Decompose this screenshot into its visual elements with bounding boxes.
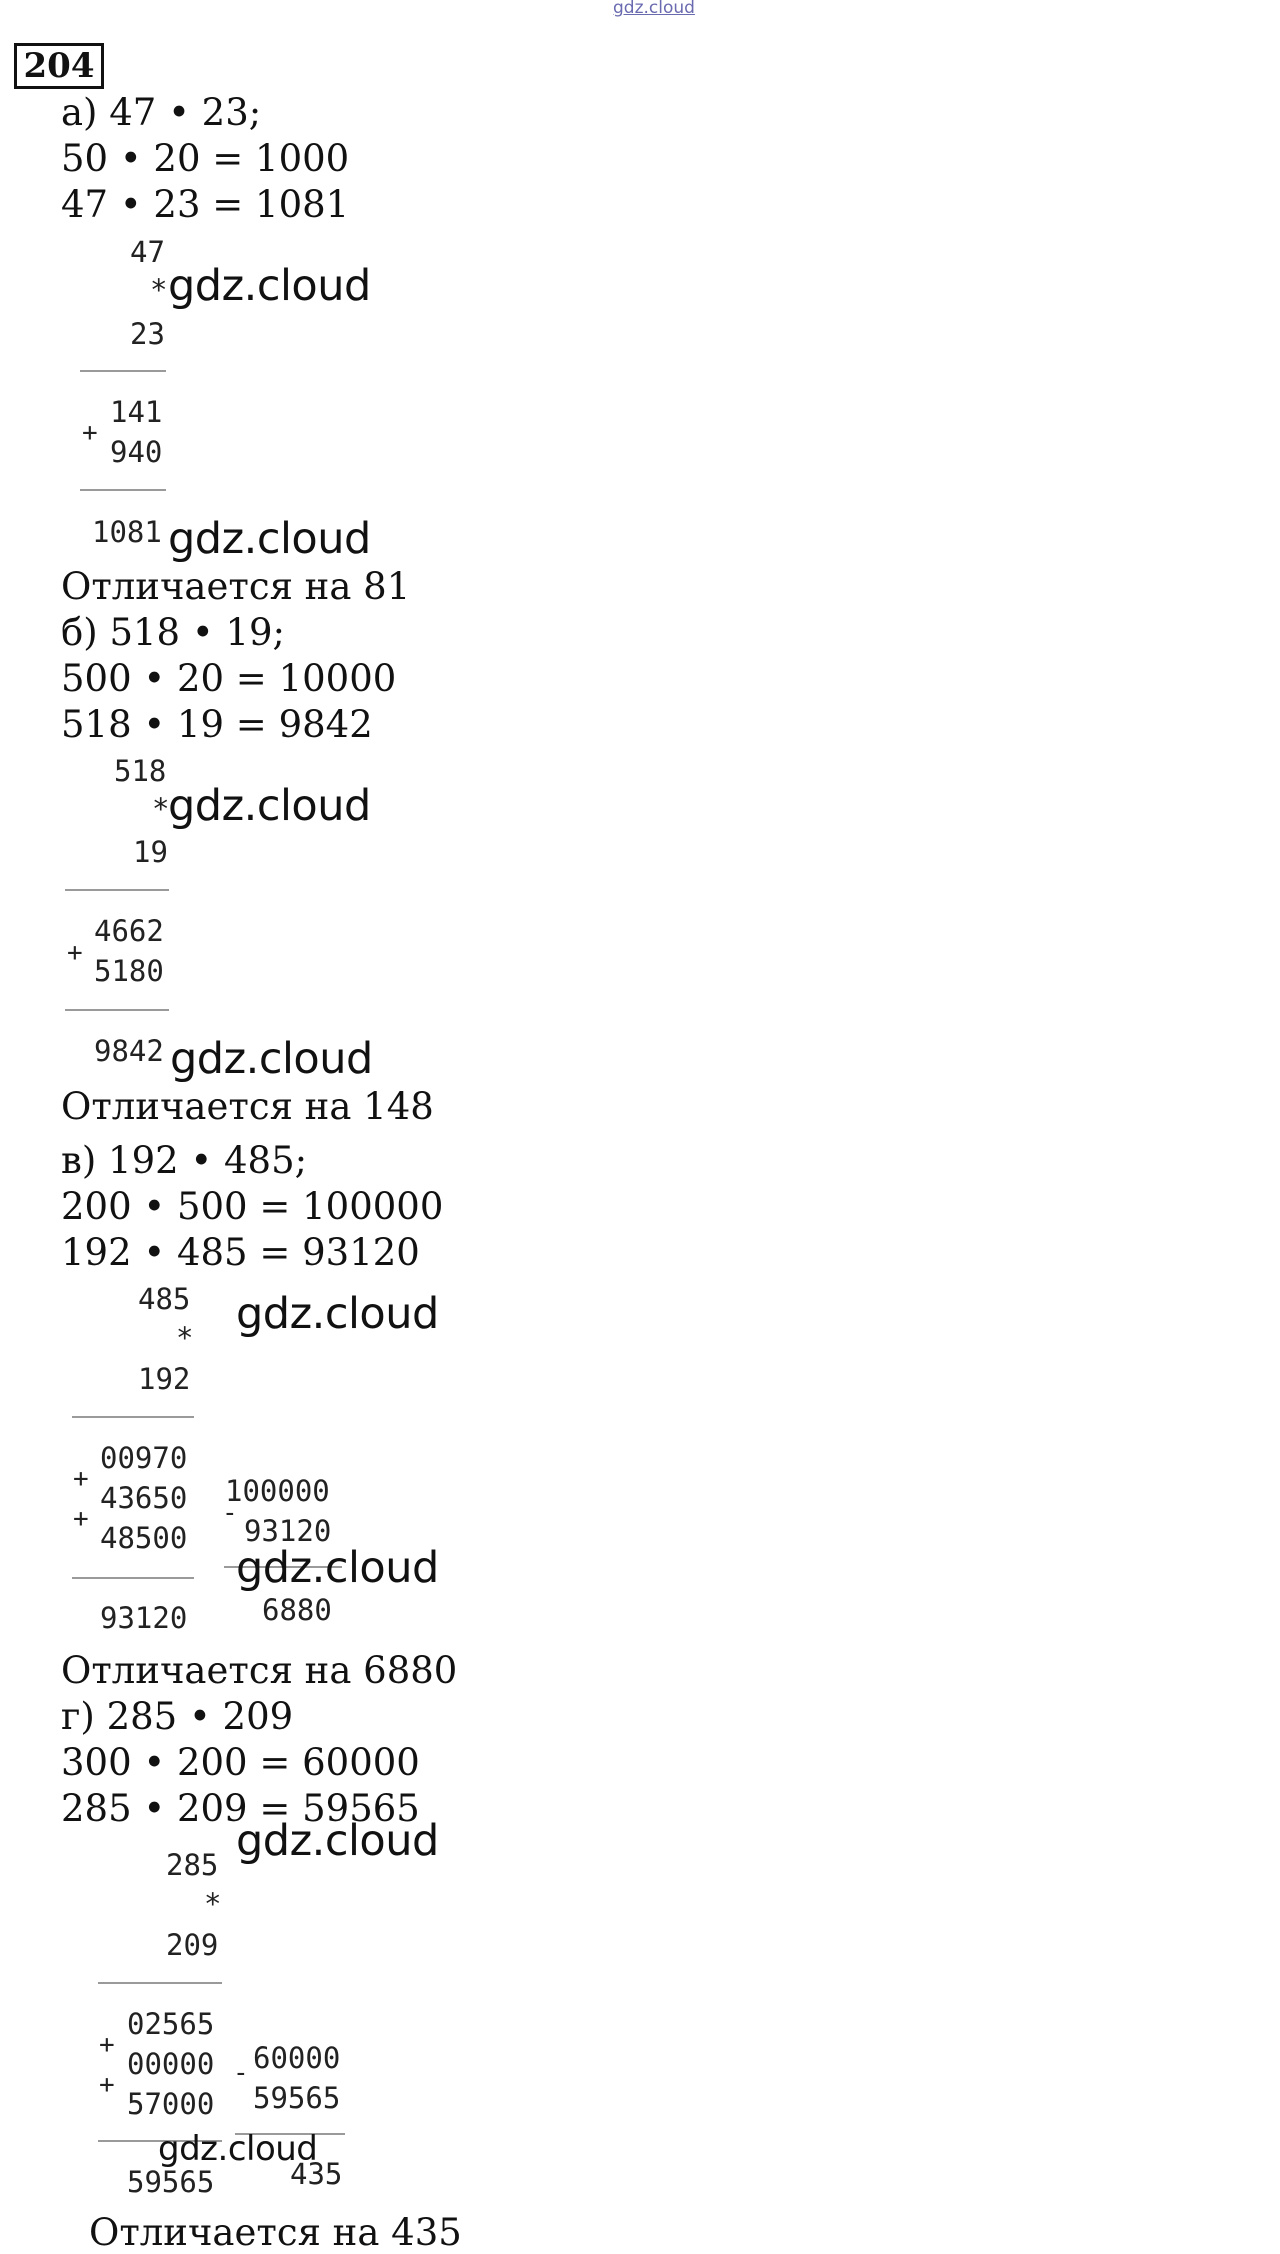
b-plus-sign: +	[67, 938, 83, 968]
watermark: gdz.cloud	[236, 1543, 439, 1593]
g-product: 59565	[127, 2165, 215, 2199]
g-multiply-sign: *	[204, 1887, 222, 1921]
v-minus-sign: -	[222, 1498, 238, 1528]
g-subtrahend: 59565	[253, 2081, 341, 2115]
watermark: gdz.cloud	[158, 2129, 318, 2169]
g-difference: 435	[290, 2157, 343, 2191]
task-b-title: б) 518 • 19;	[61, 611, 285, 654]
v-partial-1: 00970	[100, 1441, 188, 1475]
task-g-estimate: 300 • 200 = 60000	[61, 1741, 420, 1784]
a-rule-1	[80, 370, 166, 372]
task-a-title: а) 47 • 23;	[61, 91, 262, 134]
exercise-number: 204	[14, 43, 104, 89]
task-v-estimate: 200 • 500 = 100000	[61, 1185, 444, 1228]
a-product: 1081	[92, 515, 162, 549]
g-minus-sign: -	[233, 2058, 249, 2088]
site-watermark-top: gdz.cloud	[613, 0, 695, 18]
a-multiply-sign: *	[150, 273, 168, 307]
v-partial-2: 43650	[100, 1481, 188, 1515]
g-partial-2: 00000	[127, 2047, 215, 2081]
task-a-answer: Отличается на 81	[61, 565, 411, 608]
v-difference: 6880	[262, 1593, 332, 1627]
v-subtrahend: 93120	[244, 1514, 332, 1548]
watermark: gdz.cloud	[168, 781, 371, 831]
v-partial-3: 48500	[100, 1521, 188, 1555]
a-rule-2	[80, 489, 166, 491]
task-g-answer: Отличается на 435	[89, 2211, 462, 2254]
b-rule-2	[65, 1009, 169, 1011]
a-multiplier: 23	[130, 317, 165, 351]
watermark: gdz.cloud	[236, 1816, 439, 1866]
task-a-estimate: 50 • 20 = 1000	[61, 137, 350, 180]
watermark: gdz.cloud	[168, 514, 371, 564]
task-v-title: в) 192 • 485;	[61, 1139, 308, 1182]
a-partial-1: 141	[110, 395, 163, 429]
v-plus-sign-2: +	[73, 1504, 89, 1534]
task-b-answer: Отличается на 148	[61, 1085, 434, 1128]
b-product: 9842	[94, 1034, 164, 1068]
a-plus-sign: +	[82, 418, 98, 448]
g-partial-1: 02565	[127, 2007, 215, 2041]
v-rule-1	[72, 1416, 194, 1418]
g-plus-sign-2: +	[99, 2070, 115, 2100]
b-multiplicand: 518	[114, 754, 167, 788]
watermark: gdz.cloud	[170, 1034, 373, 1084]
g-multiplicand: 285	[166, 1848, 219, 1882]
v-multiplier: 192	[138, 1362, 191, 1396]
b-partial-1: 4662	[94, 914, 164, 948]
g-rule-1	[98, 1982, 222, 1984]
b-partial-2: 5180	[94, 954, 164, 988]
g-minuend: 60000	[253, 2041, 341, 2075]
watermark: gdz.cloud	[236, 1289, 439, 1339]
v-multiplicand: 485	[138, 1282, 191, 1316]
g-plus-sign-1: +	[99, 2030, 115, 2060]
v-rule-2	[72, 1577, 194, 1579]
a-multiplicand: 47	[130, 235, 165, 269]
task-g-exact: 285 • 209 = 59565	[61, 1787, 420, 1830]
task-v-answer: Отличается на 6880	[61, 1649, 458, 1692]
task-b-estimate: 500 • 20 = 10000	[61, 657, 397, 700]
g-partial-3: 57000	[127, 2087, 215, 2121]
v-minuend: 100000	[225, 1474, 330, 1508]
a-partial-2: 940	[110, 435, 163, 469]
task-g-title: г) 285 • 209	[61, 1695, 294, 1738]
task-b-exact: 518 • 19 = 9842	[61, 703, 373, 746]
watermark: gdz.cloud	[168, 261, 371, 311]
task-a-exact: 47 • 23 = 1081	[61, 183, 350, 226]
g-multiplier: 209	[166, 1928, 219, 1962]
b-rule-1	[65, 889, 169, 891]
b-multiplier: 19	[133, 835, 168, 869]
v-plus-sign-1: +	[73, 1464, 89, 1494]
v-product: 93120	[100, 1601, 188, 1635]
b-multiply-sign: *	[152, 792, 170, 826]
task-v-exact: 192 • 485 = 93120	[61, 1231, 420, 1274]
v-multiply-sign: *	[176, 1321, 194, 1355]
